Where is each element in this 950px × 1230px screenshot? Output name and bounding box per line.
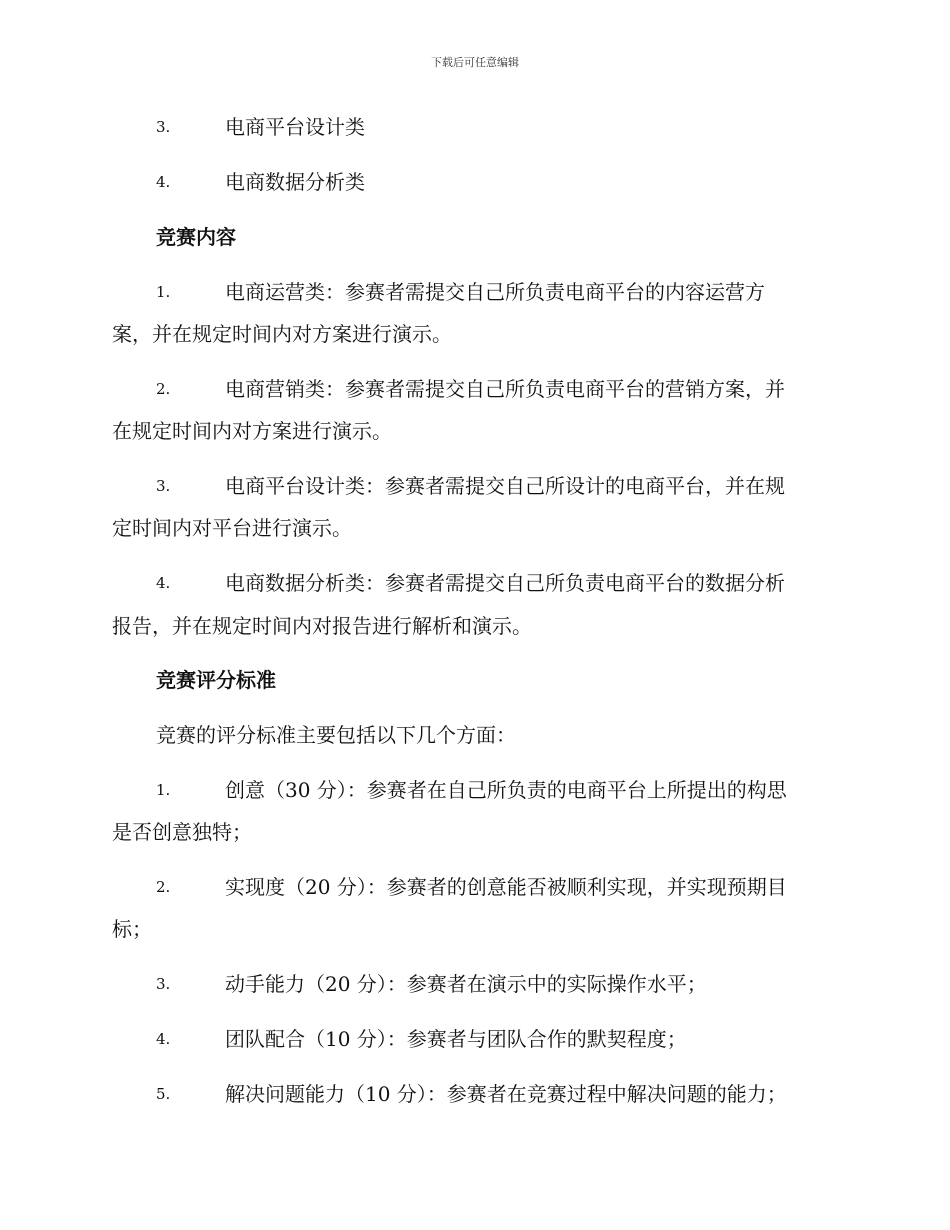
page-header-note: 下载后可任意编辑 (431, 56, 519, 69)
section-intro: 竞赛的评分标准主要包括以下几个方面： (156, 723, 516, 747)
list-number: 2. (156, 878, 171, 896)
list-number: 3. (156, 975, 171, 993)
list-number: 4. (156, 574, 171, 592)
list-item-text: 解决问题能力（10 分）：参赛者在竞赛过程中解决问题的能力； (225, 1082, 787, 1106)
list-item-text: 团队配合（10 分）：参赛者与团队合作的默契程度； (225, 1027, 687, 1051)
list-item-text: 电商平台设计类 (225, 115, 365, 139)
list-number: 4. (156, 1030, 171, 1048)
list-number: 4. (156, 173, 171, 191)
list-number: 3. (156, 477, 171, 495)
section-heading-content: 竞赛内容 (156, 225, 236, 249)
list-number: 1. (156, 781, 171, 799)
list-item-continuation: 定时间内对平台进行演示。 (112, 516, 352, 540)
list-item-text: 电商运营类：参赛者需提交自己所负责电商平台的内容运营方 (225, 280, 765, 304)
list-item-continuation: 报告，并在规定时间内对报告进行解析和演示。 (112, 614, 532, 638)
list-item-continuation: 在规定时间内对方案进行演示。 (112, 419, 392, 443)
list-item-text: 电商数据分析类：参赛者需提交自己所负责电商平台的数据分析 (225, 571, 785, 595)
section-heading-scoring: 竞赛评分标准 (156, 668, 276, 692)
list-item-text: 电商平台设计类：参赛者需提交自己所设计的电商平台，并在规 (225, 474, 785, 498)
list-item-continuation: 标； (112, 917, 152, 941)
list-number: 5. (156, 1085, 171, 1103)
list-item-continuation: 案，并在规定时间内对方案进行演示。 (112, 322, 452, 346)
list-item-continuation: 是否创意独特； (112, 820, 252, 844)
list-number: 1. (156, 283, 171, 301)
list-number: 3. (156, 118, 171, 136)
list-item-text: 电商数据分析类 (225, 170, 365, 194)
list-item-text: 动手能力（20 分）：参赛者在演示中的实际操作水平； (225, 972, 707, 996)
list-item-text: 实现度（20 分）：参赛者的创意能否被顺利实现，并实现预期目 (225, 875, 787, 899)
list-number: 2. (156, 380, 171, 398)
list-item-text: 电商营销类：参赛者需提交自己所负责电商平台的营销方案，并 (225, 377, 785, 401)
list-item-text: 创意（30 分）：参赛者在自己所负责的电商平台上所提出的构思 (225, 778, 787, 802)
